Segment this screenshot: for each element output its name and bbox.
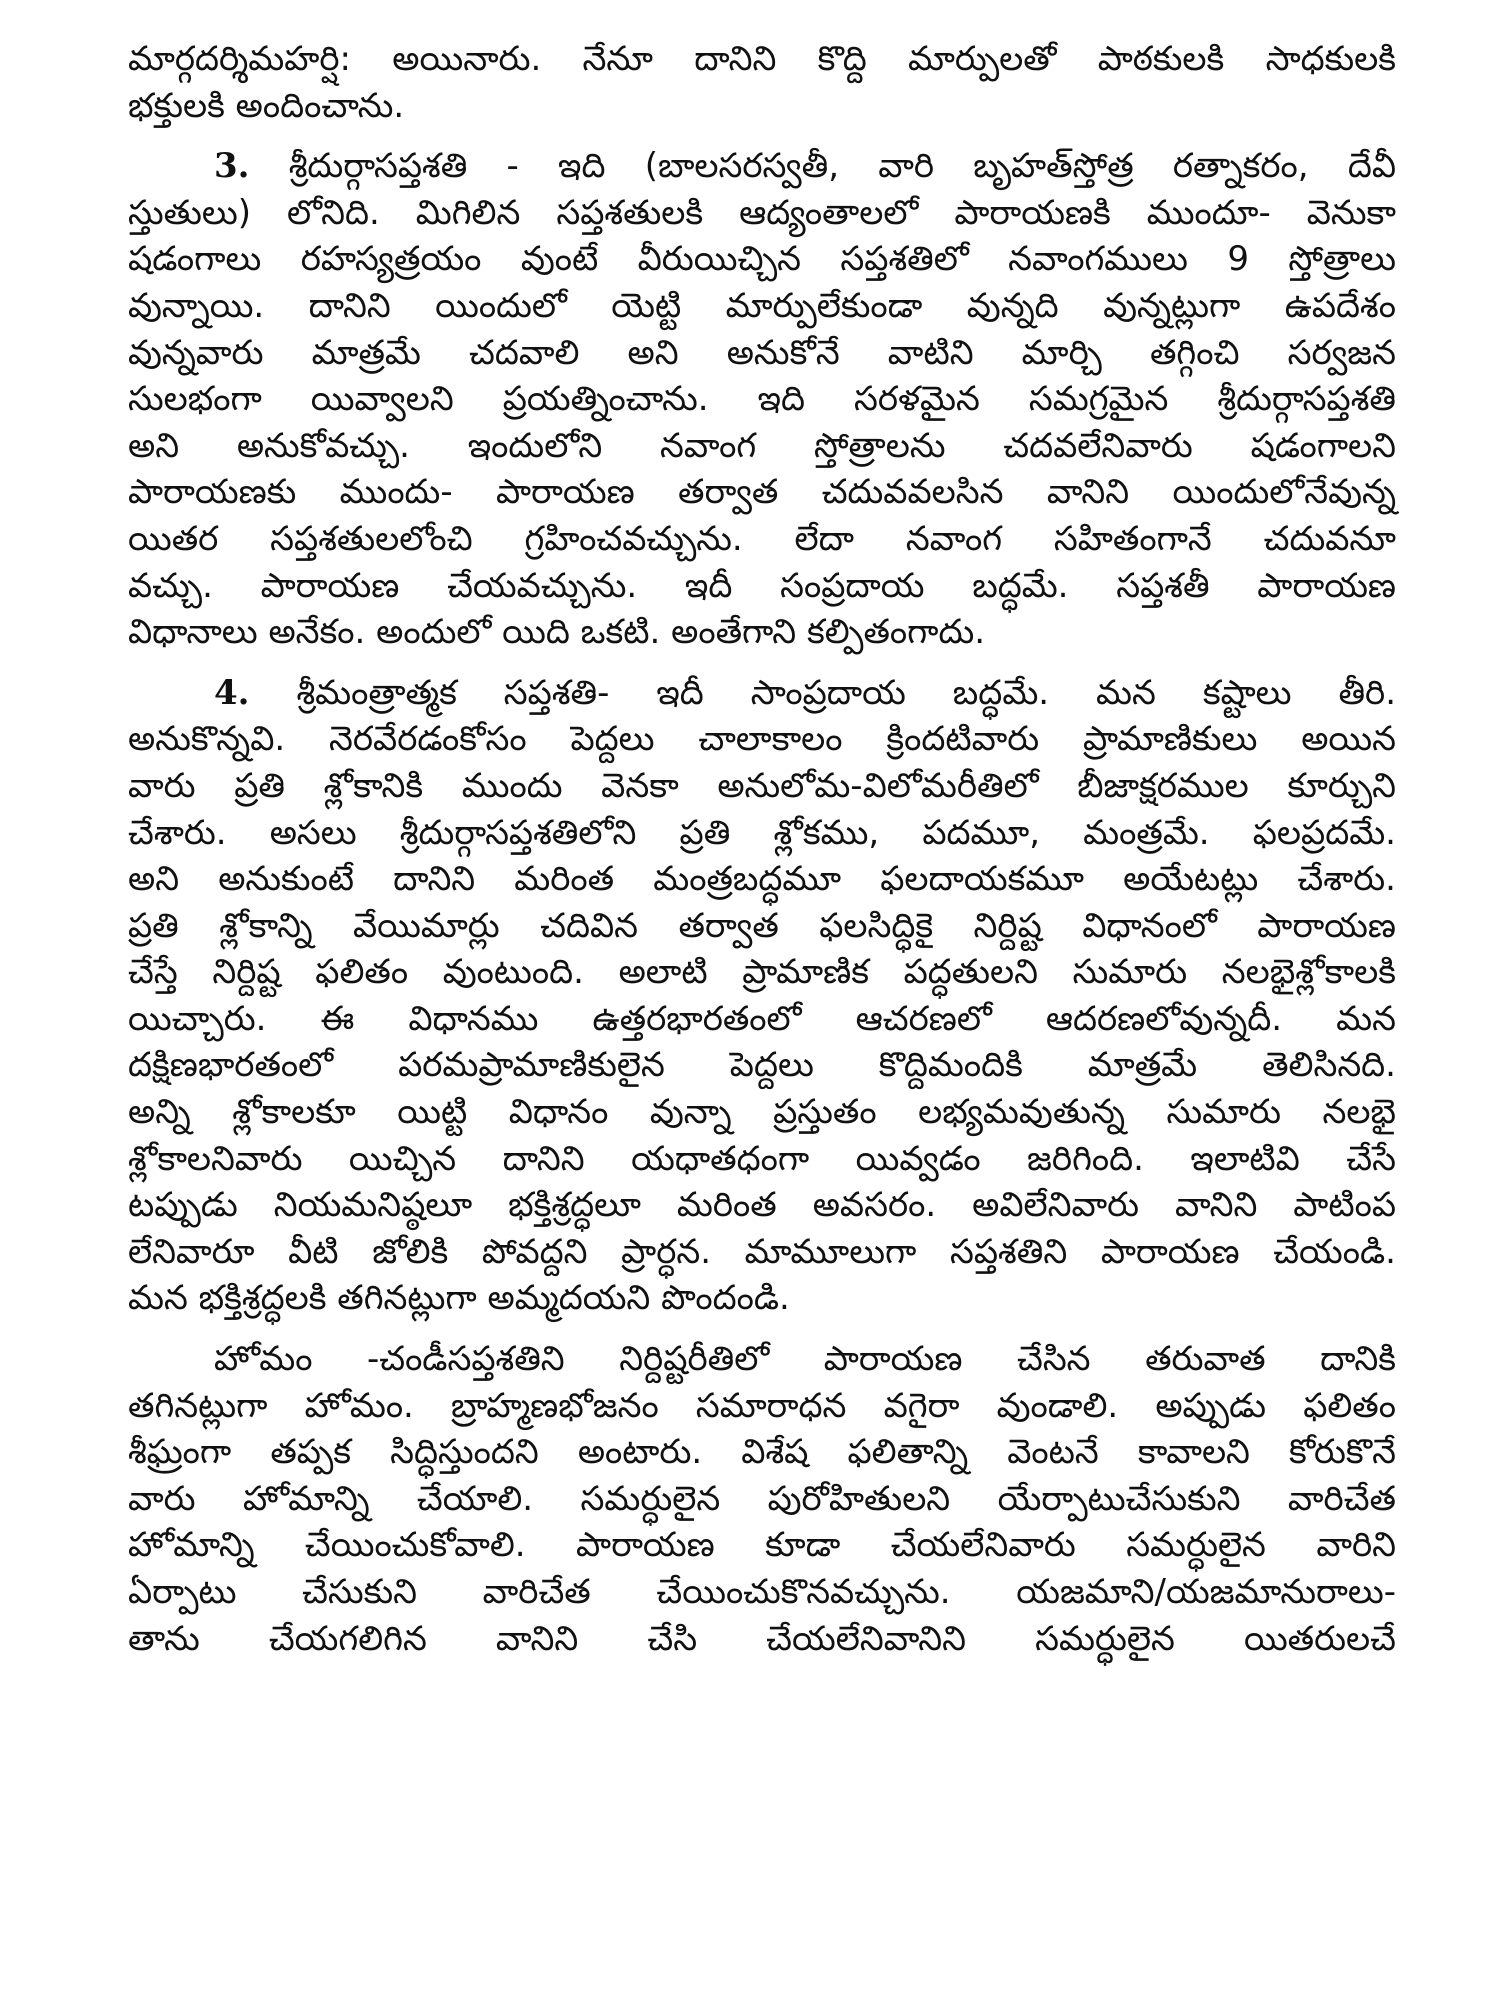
text-line: చేశారు. అసలు శ్రీదుర్గాసప్తశతిలోని ప్రతి శ్లోకము, పదమూ, మంత్రమే. ఫలప్రదమే. (128, 812, 1396, 853)
text-line: లేనివారూ వీటి జోలికి పోవద్దని ప్రార్ధన. మామూలుగా సప్తశతిని పారాయణ చేయండి. (128, 1231, 1396, 1272)
text-line-content: శ్రీదుర్గాసప్తశతి - ఇది (బాలసరస్వతీ, వారి బృహత్‌స్తోత్ర రత్నాకరం, దేవీ (288, 146, 1397, 187)
text-line: శీఘ్రంగా తప్పక సిద్ధిస్తుందని అంటారు. విశేష ఫలితాన్ని వెంటనే కావాలని కోరుకొనే (128, 1432, 1396, 1473)
text-line: భక్తులకి అందించాను. (128, 85, 405, 126)
text-line: ప్రతి శ్లోకాన్ని వేయిమార్లు చదివిన తర్వాత ఫలసిద్ధికై నిర్దిష్ట విధానంలో పారాయణ (128, 905, 1396, 946)
text-line: స్తుతులు) లోనిది. మిగిలిన సప్తశతులకి ఆద్యంతాలలో పారాయణకి ముందూ- వెనుకా (128, 192, 1396, 233)
paragraph-homam (128, 1336, 1396, 1662)
text-line: యితర సప్తశతులలోంచి గ్రహించవచ్చును. లేదా నవాంగ సహితంగానే చదువనూ (128, 518, 1396, 559)
text-line: శ్లోకాలనివారు యిచ్చిన దానిని యధాతధంగా యివ్వడం జరిగింది. ఇలాటివి చేసే (128, 1138, 1396, 1179)
text-line: చేస్తే నిర్దిష్ట ఫలితం వుంటుంది. అలాటి ప్రామాణిక పద్ధతులని సుమారు నలభైశ్లోకాలకి (128, 952, 1396, 993)
text-line: వున్నవారు మాత్రమే చదవాలి అని అనుకోనే వాటిని మార్చి తగ్గించి సర్వజన (128, 332, 1396, 373)
text-line: వచ్చు. పారాయణ చేయవచ్చును. ఇదీ సంప్రదాయ బద్ధమే. సప్తశతీ పారాయణ (128, 565, 1396, 606)
text-line: తగినట్లుగా హోమం. బ్రాహ్మణభోజనం సమారాధన వగైరా వుండాలి. అప్పుడు ఫలితం (128, 1385, 1396, 1426)
text-line: వున్నాయి. దానిని యిందులో యెట్టి మార్పులేకుండా వున్నది వున్నట్లుగా ఉపదేశం (128, 285, 1396, 326)
text-line-content: శ్రీమంత్రాత్మక సప్తశతి- ఇదీ సాంప్రదాయ బద్ధమే. మన కష్టాలు తీరి. (296, 672, 1396, 713)
text-line: టప్పుడు నియమనిష్ఠలూ భక్తిశ్రద్ధలూ మరింత అవసరం. అవిలేనివారు వానిని పాటింప (128, 1185, 1396, 1226)
text-line: పారాయణకు ముందు- పారాయణ తర్వాత చదువవలసిన వానిని యిందులోనేవున్న (128, 472, 1396, 513)
text-line: తాను చేయగలిగిన వానిని చేసి చేయలేనివానిని సమర్ధులైన యితరులచే (128, 1618, 1396, 1659)
text-line: దక్షిణభారతంలో పరమప్రామాణికులైన పెద్దలు కొద్దిమందికి మాత్రమే తెలిసినది. (128, 1045, 1396, 1086)
text-line (128, 670, 1396, 717)
paragraph-intro (128, 36, 1396, 129)
text-line: అనుకొన్నవి. నెరవేరడంకోసం పెద్దలు చాలాకాలం క్రిందటివారు ప్రామాణికులు అయిన (128, 719, 1396, 760)
text-line: అని అనుకుంటే దానిని మరింత మంత్రబద్ధమూ ఫలదాయకమూ అయేటట్లు చేశారు. (128, 859, 1396, 900)
text-line: యిచ్చారు. ఈ విధానము ఉత్తరభారతంలో ఆచరణలో ఆదరణలోవున్నదీ. మన (128, 998, 1396, 1039)
section-number: 4. (214, 672, 250, 713)
section-number: 3. (214, 146, 250, 187)
text-line: అన్ని శ్లోకాలకూ యిట్టి విధానం వున్నా ప్రస్తుతం లభ్యమవుతున్న సుమారు నలభై (128, 1092, 1396, 1133)
text-line: సులభంగా యివ్వాలని ప్రయత్నించాను. ఇది సరళమైన సమగ్రమైన శ్రీదుర్గాసప్తశతి (128, 379, 1396, 420)
text-line: మన భక్తిశ్రద్ధలకి తగినట్లుగా అమ్మదయని పొందండి. (128, 1278, 790, 1319)
text-line: షడంగాలు రహస్యత్రయం వుంటే వీరుయిచ్చిన సప్తశతిలో నవాంగములు 9 స్తోత్రాలు (128, 239, 1396, 280)
text-line: అని అనుకోవచ్చు. ఇందులోని నవాంగ స్తోత్రాలను చదవలేనివారు షడంగాలని (128, 425, 1396, 466)
text-line: ఏర్పాటు చేసుకుని వారిచేత చేయించుకొనవచ్చును. యజమాని/యజమానురాలు- (128, 1572, 1396, 1612)
text-line: హోమం -చండీసప్తశతిని నిర్దిష్టరీతిలో పారాయణ చేసిన తరువాత దానికి (214, 1339, 1396, 1380)
text-line (128, 143, 1396, 190)
paragraph-durga-saptashati (128, 143, 1396, 656)
document-page (128, 36, 1396, 1976)
text-line: వారు ప్రతి శ్లోకానికి ముందు వెనకా అనులోమ-విలోమరీతిలో బీజాక్షరముల కూర్చుని (128, 765, 1396, 806)
text-line: విధానాలు అనేకం. అందులో యిది ఒకటి. అంతేగాని కల్పితంగాదు. (128, 612, 986, 653)
text-line: వారు హోమాన్ని చేయాలి. సమర్ధులైన పురోహితులని యేర్పాటుచేసుకుని వారిచేత (128, 1478, 1396, 1519)
text-line: హోమాన్ని చేయించుకోవాలి. పారాయణ కూడా చేయలేనివారు సమర్ధులైన వారిని (128, 1525, 1396, 1566)
paragraph-mantratmaka-saptashati (128, 670, 1396, 1322)
text-line: మార్గదర్శిమహర్షి: అయినారు. నేనూ దానిని కొద్ది మార్పులతో పాఠకులకి సాధకులకి (128, 39, 1396, 79)
